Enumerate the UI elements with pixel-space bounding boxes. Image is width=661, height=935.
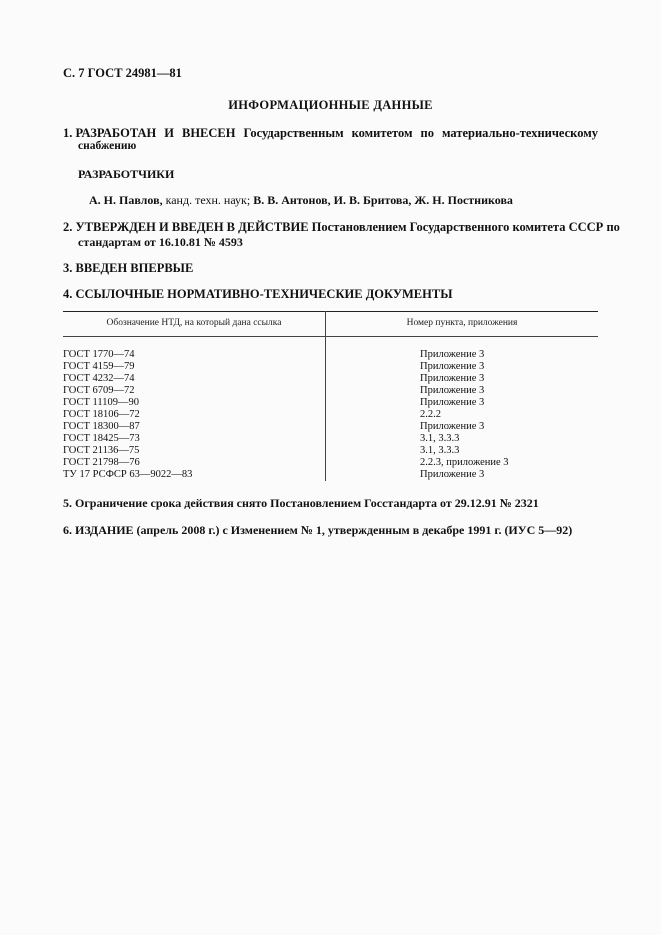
table-cell: Приложение 3: [420, 397, 485, 408]
item-2-line2: стандартам от 16.10.81 № 4593: [78, 235, 243, 249]
item-4: 4. ССЫЛОЧНЫЕ НОРМАТИВНО-ТЕХНИЧЕСКИЕ ДОКУМЕНТЫ: [63, 287, 453, 301]
table-cell: ГОСТ 1770—74: [63, 349, 135, 360]
table-cell: Приложение 3: [420, 361, 485, 372]
table-header-clause: Номер пункта, приложения: [406, 318, 518, 328]
table-cell: ГОСТ 4159—79: [63, 361, 135, 372]
item-1-word: по: [420, 126, 434, 140]
section-title: ИНФОРМАЦИОННЫЕ ДАННЫЕ: [228, 98, 433, 112]
table-cell: Приложение 3: [420, 385, 485, 396]
item-1-word: ВНЕСЕН: [181, 126, 236, 140]
table-cell: ГОСТ 6709—72: [63, 385, 135, 396]
table-cell: ГОСТ 11109—90: [63, 397, 140, 408]
item-1-word: Государственным: [243, 126, 344, 140]
item-1-continuation: снабжению: [78, 140, 137, 152]
item-1-word: комитетом: [351, 126, 413, 140]
item-1-word: И: [164, 126, 174, 140]
table-top-rule: [63, 311, 598, 312]
table-cell: 3.1, 3.3.3: [420, 445, 460, 456]
item-1-word: материально-техническому: [441, 126, 598, 140]
table-cell: ГОСТ 18106—72: [63, 409, 140, 420]
developer-name: А. Н. Павлов,: [89, 193, 163, 207]
table-cell: ГОСТ 21136—75: [63, 445, 140, 456]
developers-names: [89, 193, 513, 208]
table-cell: ГОСТ 21798—76: [63, 457, 140, 468]
table-cell: ГОСТ 18425—73: [63, 433, 140, 444]
table-column-clause: [420, 349, 509, 481]
table-column-divider: [325, 311, 326, 481]
developers-title: РАЗРАБОТЧИКИ: [78, 167, 175, 181]
item-1-line: [63, 126, 598, 141]
developer-names-rest: В. В. Антонов, И. В. Бритова, Ж. Н. Постникова: [250, 193, 513, 207]
table-cell: Приложение 3: [420, 373, 485, 384]
table-cell: Приложение 3: [420, 469, 485, 480]
item-1-word: 1. РАЗРАБОТАН: [63, 126, 157, 140]
table-cell: ГОСТ 4232—74: [63, 373, 135, 384]
table-column-designation: [63, 349, 192, 481]
table-cell: Приложение 3: [420, 349, 485, 360]
table-header-rule: [63, 336, 598, 337]
table-cell: 2.2.3, приложение 3: [420, 457, 509, 468]
page-header: С. 7 ГОСТ 24981—81: [63, 66, 182, 80]
table-cell: ТУ 17 РСФСР 63—9022—83: [63, 469, 193, 480]
table-cell: ГОСТ 18300—87: [63, 421, 140, 432]
item-6: 6. ИЗДАНИЕ (апрель 2008 г.) с Изменением № 1, утвержденным в декабре 1991 г. (ИУС 5—92): [63, 523, 573, 537]
item-3: 3. ВВЕДЕН ВПЕРВЫЕ: [63, 261, 194, 275]
developer-degree: канд. техн. наук;: [162, 193, 251, 207]
table-header-designation: Обозначение НТД, на который дана ссылка: [106, 318, 282, 328]
table-cell: 2.2.2: [420, 409, 441, 420]
item-5: 5. Ограничение срока действия снято Постановлением Госстандарта от 29.12.91 № 2321: [63, 496, 539, 510]
table-cell: 3.1, 3.3.3: [420, 433, 460, 444]
item-2-line1: 2. УТВЕРЖДЕН И ВВЕДЕН В ДЕЙСТВИЕ Постановлением Государственного комитета СССР по: [63, 220, 620, 234]
table-cell: Приложение 3: [420, 421, 485, 432]
